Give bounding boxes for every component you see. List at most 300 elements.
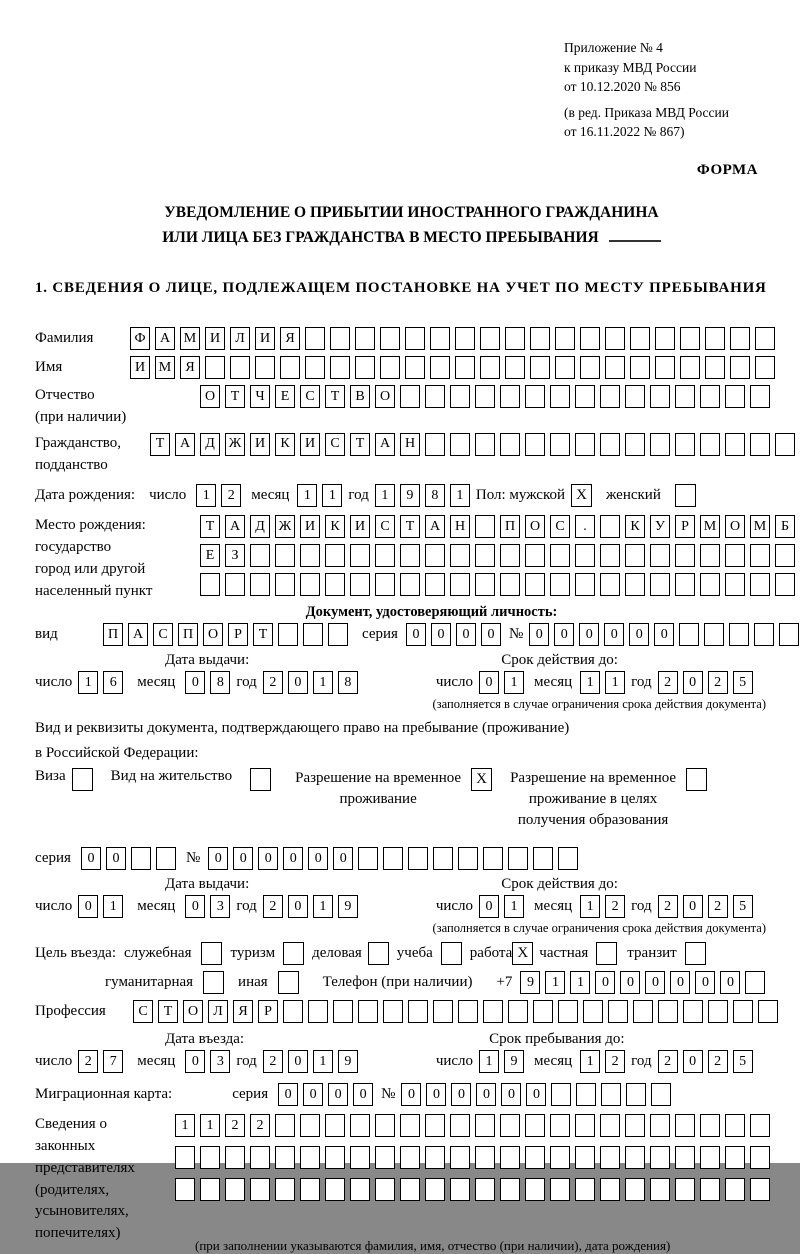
char-box[interactable] — [525, 1114, 545, 1137]
char-box[interactable]: А — [375, 433, 395, 456]
char-box[interactable] — [704, 623, 724, 646]
char-box[interactable] — [775, 433, 795, 456]
char-box[interactable]: 0 — [288, 895, 308, 918]
char-box[interactable] — [230, 356, 250, 379]
char-box[interactable] — [283, 1000, 303, 1023]
rvp-edu-checkbox[interactable] — [686, 768, 707, 791]
char-box[interactable]: И — [255, 327, 275, 350]
char-box[interactable] — [550, 1114, 570, 1137]
char-box[interactable] — [225, 573, 245, 596]
char-box[interactable] — [675, 573, 695, 596]
char-box[interactable]: 0 — [654, 623, 674, 646]
char-box[interactable]: 0 — [426, 1083, 446, 1106]
purpose-rabota-checkbox[interactable]: X — [512, 942, 533, 965]
char-box[interactable] — [408, 847, 428, 870]
char-box[interactable]: 0 — [479, 671, 499, 694]
char-box[interactable] — [275, 573, 295, 596]
char-box[interactable] — [350, 1114, 370, 1137]
char-box[interactable] — [725, 1114, 745, 1137]
char-box[interactable] — [625, 1178, 645, 1201]
char-box[interactable]: С — [550, 515, 570, 538]
char-box[interactable] — [700, 1146, 720, 1169]
char-box[interactable] — [600, 515, 620, 538]
char-box[interactable]: 1 — [313, 1050, 333, 1073]
char-box[interactable]: 0 — [595, 971, 615, 994]
char-box[interactable]: И — [350, 515, 370, 538]
char-box[interactable]: 1 — [580, 895, 600, 918]
char-box[interactable] — [750, 544, 770, 567]
char-box[interactable] — [275, 1178, 295, 1201]
char-box[interactable] — [450, 1114, 470, 1137]
char-box[interactable]: О — [200, 385, 220, 408]
char-box[interactable] — [700, 544, 720, 567]
char-box[interactable] — [750, 573, 770, 596]
char-box[interactable]: 2 — [708, 895, 728, 918]
char-box[interactable]: А — [225, 515, 245, 538]
char-box[interactable]: 2 — [225, 1114, 245, 1137]
char-box[interactable] — [725, 385, 745, 408]
char-box[interactable] — [525, 573, 545, 596]
char-box[interactable] — [156, 847, 176, 870]
char-box[interactable] — [658, 1000, 678, 1023]
char-box[interactable] — [650, 433, 670, 456]
char-box[interactable] — [725, 544, 745, 567]
char-box[interactable]: С — [153, 623, 173, 646]
char-box[interactable]: 0 — [106, 847, 126, 870]
char-box[interactable] — [775, 544, 795, 567]
char-box[interactable] — [325, 544, 345, 567]
char-box[interactable] — [450, 544, 470, 567]
char-box[interactable] — [458, 1000, 478, 1023]
char-box[interactable] — [630, 356, 650, 379]
residence-checkbox[interactable] — [250, 768, 271, 791]
char-box[interactable] — [333, 1000, 353, 1023]
char-box[interactable] — [675, 1146, 695, 1169]
char-box[interactable] — [555, 356, 575, 379]
char-box[interactable]: Ч — [250, 385, 270, 408]
char-box[interactable]: 0 — [476, 1083, 496, 1106]
char-box[interactable]: . — [575, 515, 595, 538]
char-box[interactable]: 8 — [338, 671, 358, 694]
char-box[interactable] — [733, 1000, 753, 1023]
char-box[interactable] — [405, 356, 425, 379]
char-box[interactable] — [600, 1114, 620, 1137]
char-box[interactable] — [601, 1083, 621, 1106]
char-box[interactable] — [475, 385, 495, 408]
char-box[interactable] — [400, 1146, 420, 1169]
char-box[interactable]: 1 — [504, 895, 524, 918]
char-box[interactable] — [525, 385, 545, 408]
char-box[interactable] — [508, 847, 528, 870]
char-box[interactable] — [275, 1146, 295, 1169]
char-box[interactable] — [550, 573, 570, 596]
char-box[interactable]: 2 — [605, 1050, 625, 1073]
char-box[interactable]: 0 — [288, 1050, 308, 1073]
char-box[interactable] — [675, 544, 695, 567]
char-box[interactable] — [555, 327, 575, 350]
char-box[interactable] — [475, 544, 495, 567]
char-box[interactable] — [433, 1000, 453, 1023]
char-box[interactable] — [450, 385, 470, 408]
char-box[interactable]: 1 — [570, 971, 590, 994]
char-box[interactable] — [655, 356, 675, 379]
char-box[interactable] — [475, 1114, 495, 1137]
char-box[interactable]: Ф — [130, 327, 150, 350]
char-box[interactable]: 6 — [103, 671, 123, 694]
char-box[interactable] — [205, 356, 225, 379]
char-box[interactable] — [675, 1114, 695, 1137]
char-box[interactable] — [550, 385, 570, 408]
char-box[interactable]: А — [155, 327, 175, 350]
char-box[interactable]: Р — [258, 1000, 278, 1023]
char-box[interactable] — [375, 1146, 395, 1169]
rvp-checkbox[interactable]: X — [471, 768, 492, 791]
char-box[interactable] — [200, 1178, 220, 1201]
char-box[interactable] — [705, 356, 725, 379]
char-box[interactable] — [380, 327, 400, 350]
char-box[interactable]: 5 — [733, 1050, 753, 1073]
char-box[interactable]: 9 — [400, 484, 420, 507]
char-box[interactable] — [605, 356, 625, 379]
char-box[interactable] — [325, 1146, 345, 1169]
char-box[interactable]: 0 — [629, 623, 649, 646]
char-box[interactable] — [475, 573, 495, 596]
char-box[interactable] — [200, 573, 220, 596]
char-box[interactable]: Ж — [225, 433, 245, 456]
char-box[interactable]: 2 — [78, 1050, 98, 1073]
char-box[interactable] — [750, 385, 770, 408]
char-box[interactable] — [325, 573, 345, 596]
char-box[interactable]: 2 — [263, 1050, 283, 1073]
char-box[interactable]: 0 — [278, 1083, 298, 1106]
char-box[interactable]: М — [155, 356, 175, 379]
char-box[interactable] — [375, 573, 395, 596]
char-box[interactable]: Ж — [275, 515, 295, 538]
char-box[interactable] — [200, 1146, 220, 1169]
char-box[interactable]: А — [425, 515, 445, 538]
purpose-ucheba-checkbox[interactable] — [441, 942, 462, 965]
char-box[interactable]: О — [183, 1000, 203, 1023]
char-box[interactable] — [651, 1083, 671, 1106]
char-box[interactable]: Н — [400, 433, 420, 456]
char-box[interactable]: 1 — [322, 484, 342, 507]
char-box[interactable] — [275, 1114, 295, 1137]
char-box[interactable] — [755, 327, 775, 350]
char-box[interactable] — [425, 385, 445, 408]
char-box[interactable]: 0 — [695, 971, 715, 994]
char-box[interactable] — [525, 544, 545, 567]
char-box[interactable]: 0 — [670, 971, 690, 994]
sex-female-checkbox[interactable] — [675, 484, 696, 507]
char-box[interactable]: Я — [280, 327, 300, 350]
char-box[interactable]: 0 — [579, 623, 599, 646]
char-box[interactable] — [308, 1000, 328, 1023]
char-box[interactable] — [300, 573, 320, 596]
char-box[interactable] — [779, 623, 799, 646]
char-box[interactable]: Я — [180, 356, 200, 379]
char-box[interactable]: 2 — [708, 1050, 728, 1073]
char-box[interactable]: А — [128, 623, 148, 646]
char-box[interactable]: 2 — [263, 671, 283, 694]
char-box[interactable] — [375, 544, 395, 567]
char-box[interactable] — [430, 356, 450, 379]
char-box[interactable] — [580, 327, 600, 350]
char-box[interactable]: 2 — [658, 895, 678, 918]
char-box[interactable] — [450, 1178, 470, 1201]
char-box[interactable] — [433, 847, 453, 870]
purpose-turizm-checkbox[interactable] — [283, 942, 304, 965]
char-box[interactable] — [383, 847, 403, 870]
char-box[interactable]: 1 — [580, 1050, 600, 1073]
char-box[interactable] — [255, 356, 275, 379]
char-box[interactable]: 1 — [103, 895, 123, 918]
char-box[interactable]: 0 — [526, 1083, 546, 1106]
char-box[interactable]: 8 — [425, 484, 445, 507]
char-box[interactable]: 0 — [683, 671, 703, 694]
char-box[interactable]: 0 — [303, 1083, 323, 1106]
char-box[interactable] — [500, 1178, 520, 1201]
char-box[interactable] — [700, 1178, 720, 1201]
char-box[interactable] — [525, 1146, 545, 1169]
char-box[interactable] — [729, 623, 749, 646]
char-box[interactable] — [330, 356, 350, 379]
char-box[interactable] — [375, 1114, 395, 1137]
char-box[interactable]: О — [375, 385, 395, 408]
char-box[interactable]: 0 — [401, 1083, 421, 1106]
char-box[interactable] — [250, 1146, 270, 1169]
char-box[interactable] — [775, 573, 795, 596]
char-box[interactable]: 0 — [258, 847, 278, 870]
char-box[interactable] — [600, 433, 620, 456]
char-box[interactable] — [758, 1000, 778, 1023]
char-box[interactable] — [175, 1178, 195, 1201]
char-box[interactable]: 3 — [210, 1050, 230, 1073]
char-box[interactable]: 0 — [185, 895, 205, 918]
char-box[interactable]: 0 — [451, 1083, 471, 1106]
char-box[interactable]: 1 — [545, 971, 565, 994]
char-box[interactable]: 0 — [604, 623, 624, 646]
char-box[interactable] — [350, 544, 370, 567]
char-box[interactable]: 0 — [554, 623, 574, 646]
char-box[interactable]: 0 — [353, 1083, 373, 1106]
char-box[interactable]: Д — [250, 515, 270, 538]
char-box[interactable] — [305, 356, 325, 379]
char-box[interactable]: И — [300, 515, 320, 538]
char-box[interactable] — [730, 356, 750, 379]
char-box[interactable] — [400, 385, 420, 408]
char-box[interactable] — [505, 356, 525, 379]
char-box[interactable] — [626, 1083, 646, 1106]
char-box[interactable]: 0 — [645, 971, 665, 994]
char-box[interactable] — [575, 385, 595, 408]
char-box[interactable] — [575, 573, 595, 596]
char-box[interactable] — [355, 356, 375, 379]
char-box[interactable] — [450, 573, 470, 596]
char-box[interactable] — [650, 1146, 670, 1169]
char-box[interactable]: О — [203, 623, 223, 646]
char-box[interactable]: Л — [230, 327, 250, 350]
char-box[interactable] — [754, 623, 774, 646]
char-box[interactable] — [650, 1178, 670, 1201]
char-box[interactable] — [575, 544, 595, 567]
char-box[interactable] — [300, 1146, 320, 1169]
char-box[interactable]: К — [275, 433, 295, 456]
char-box[interactable] — [175, 1146, 195, 1169]
char-box[interactable] — [380, 356, 400, 379]
char-box[interactable] — [725, 573, 745, 596]
char-box[interactable] — [400, 544, 420, 567]
char-box[interactable]: П — [500, 515, 520, 538]
char-box[interactable]: 1 — [196, 484, 216, 507]
char-box[interactable] — [475, 1146, 495, 1169]
char-box[interactable] — [580, 356, 600, 379]
char-box[interactable]: П — [103, 623, 123, 646]
char-box[interactable] — [558, 1000, 578, 1023]
char-box[interactable] — [605, 327, 625, 350]
char-box[interactable] — [700, 385, 720, 408]
char-box[interactable] — [575, 1146, 595, 1169]
char-box[interactable] — [300, 1114, 320, 1137]
char-box[interactable]: 0 — [78, 895, 98, 918]
char-box[interactable]: 2 — [658, 671, 678, 694]
char-box[interactable]: 5 — [733, 895, 753, 918]
char-box[interactable]: 2 — [263, 895, 283, 918]
char-box[interactable]: К — [625, 515, 645, 538]
purpose-tranzit-checkbox[interactable] — [685, 942, 706, 965]
char-box[interactable] — [558, 847, 578, 870]
char-box[interactable] — [425, 544, 445, 567]
char-box[interactable] — [250, 1178, 270, 1201]
char-box[interactable]: 9 — [504, 1050, 524, 1073]
char-box[interactable] — [500, 1114, 520, 1137]
char-box[interactable]: 2 — [708, 671, 728, 694]
char-box[interactable]: О — [525, 515, 545, 538]
char-box[interactable] — [505, 327, 525, 350]
char-box[interactable] — [700, 1114, 720, 1137]
char-box[interactable] — [755, 356, 775, 379]
char-box[interactable]: 2 — [221, 484, 241, 507]
char-box[interactable] — [650, 544, 670, 567]
char-box[interactable] — [550, 1146, 570, 1169]
char-box[interactable]: 9 — [520, 971, 540, 994]
char-box[interactable]: Я — [233, 1000, 253, 1023]
char-box[interactable]: И — [300, 433, 320, 456]
char-box[interactable] — [576, 1083, 596, 1106]
char-box[interactable] — [500, 573, 520, 596]
visa-checkbox[interactable] — [72, 768, 93, 791]
char-box[interactable] — [131, 847, 151, 870]
char-box[interactable]: 1 — [580, 671, 600, 694]
char-box[interactable] — [508, 1000, 528, 1023]
char-box[interactable] — [525, 1178, 545, 1201]
char-box[interactable] — [675, 1178, 695, 1201]
char-box[interactable]: Р — [675, 515, 695, 538]
char-box[interactable]: Т — [200, 515, 220, 538]
char-box[interactable] — [305, 327, 325, 350]
char-box[interactable]: 0 — [328, 1083, 348, 1106]
char-box[interactable] — [303, 623, 323, 646]
char-box[interactable]: 9 — [338, 1050, 358, 1073]
char-box[interactable] — [483, 847, 503, 870]
char-box[interactable]: 1 — [479, 1050, 499, 1073]
char-box[interactable] — [600, 544, 620, 567]
char-box[interactable]: О — [725, 515, 745, 538]
char-box[interactable] — [705, 327, 725, 350]
char-box[interactable]: 5 — [733, 671, 753, 694]
char-box[interactable] — [350, 573, 370, 596]
purpose-chastnaya-checkbox[interactable] — [596, 942, 617, 965]
char-box[interactable]: 0 — [81, 847, 101, 870]
char-box[interactable]: Т — [400, 515, 420, 538]
char-box[interactable]: Т — [350, 433, 370, 456]
char-box[interactable] — [530, 327, 550, 350]
char-box[interactable] — [455, 327, 475, 350]
char-box[interactable]: 1 — [313, 895, 333, 918]
char-box[interactable] — [405, 327, 425, 350]
char-box[interactable] — [575, 433, 595, 456]
char-box[interactable] — [400, 1178, 420, 1201]
char-box[interactable]: Т — [325, 385, 345, 408]
purpose-gumanitarnaya-checkbox[interactable] — [203, 971, 224, 994]
char-box[interactable] — [655, 327, 675, 350]
char-box[interactable]: 0 — [185, 671, 205, 694]
char-box[interactable]: С — [300, 385, 320, 408]
char-box[interactable]: 1 — [504, 671, 524, 694]
char-box[interactable] — [278, 623, 298, 646]
char-box[interactable] — [483, 1000, 503, 1023]
char-box[interactable]: С — [133, 1000, 153, 1023]
char-box[interactable] — [550, 544, 570, 567]
sex-male-checkbox[interactable]: X — [571, 484, 592, 507]
char-box[interactable] — [375, 1178, 395, 1201]
char-box[interactable]: П — [178, 623, 198, 646]
char-box[interactable]: 1 — [450, 484, 470, 507]
purpose-delovaya-checkbox[interactable] — [368, 942, 389, 965]
char-box[interactable]: Л — [208, 1000, 228, 1023]
char-box[interactable] — [350, 1178, 370, 1201]
char-box[interactable]: 1 — [175, 1114, 195, 1137]
char-box[interactable] — [750, 1114, 770, 1137]
char-box[interactable] — [600, 385, 620, 408]
char-box[interactable]: 2 — [658, 1050, 678, 1073]
char-box[interactable]: 0 — [620, 971, 640, 994]
char-box[interactable] — [700, 433, 720, 456]
char-box[interactable] — [679, 623, 699, 646]
char-box[interactable] — [500, 433, 520, 456]
char-box[interactable] — [583, 1000, 603, 1023]
purpose-sluzhebnaya-checkbox[interactable] — [201, 942, 222, 965]
char-box[interactable]: В — [350, 385, 370, 408]
char-box[interactable] — [525, 433, 545, 456]
char-box[interactable]: Е — [275, 385, 295, 408]
char-box[interactable] — [330, 327, 350, 350]
char-box[interactable] — [425, 1178, 445, 1201]
char-box[interactable] — [680, 356, 700, 379]
char-box[interactable] — [530, 356, 550, 379]
char-box[interactable] — [350, 1146, 370, 1169]
char-box[interactable] — [225, 1146, 245, 1169]
char-box[interactable] — [650, 1114, 670, 1137]
char-box[interactable]: 0 — [481, 623, 501, 646]
purpose-inaya-checkbox[interactable] — [278, 971, 299, 994]
char-box[interactable] — [683, 1000, 703, 1023]
char-box[interactable] — [455, 356, 475, 379]
char-box[interactable] — [650, 573, 670, 596]
char-box[interactable]: 0 — [208, 847, 228, 870]
char-box[interactable]: Д — [200, 433, 220, 456]
char-box[interactable] — [725, 1146, 745, 1169]
char-box[interactable]: 1 — [200, 1114, 220, 1137]
